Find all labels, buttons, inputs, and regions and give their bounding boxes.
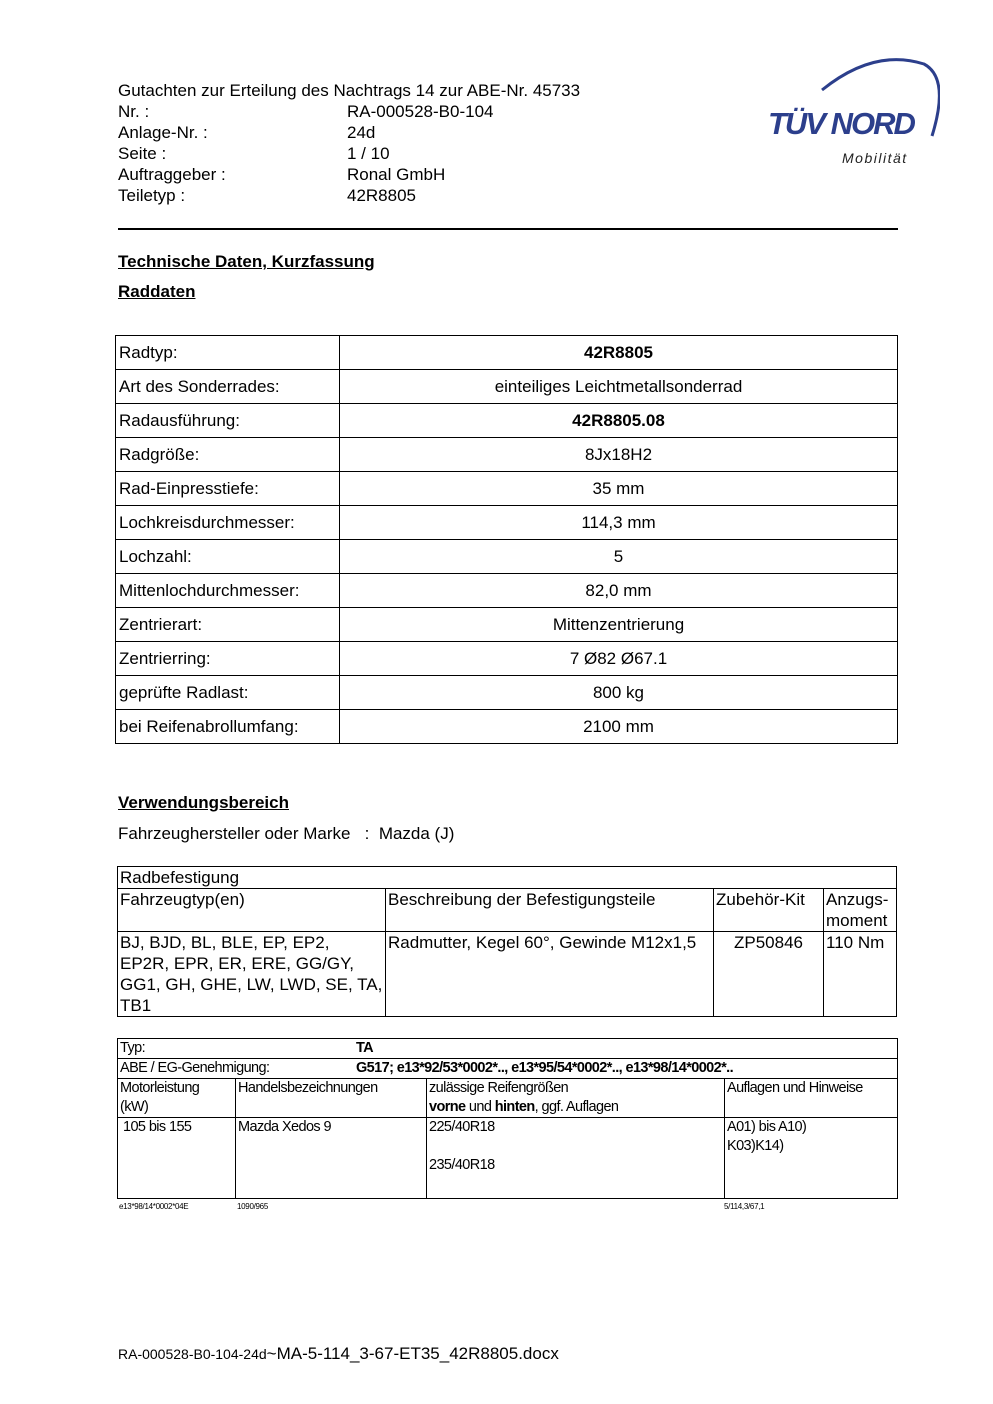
raddaten-label: Rad-Einpresstiefe: xyxy=(116,472,340,506)
abe-value: G517; e13*92/53*0002*.., e13*95/54*0002*.., e13*98/14*0002*.. xyxy=(356,1060,734,1076)
header-reifen-hinten: hinten xyxy=(494,1099,535,1115)
cell-reifen-1: 225/40R18 xyxy=(429,1119,495,1135)
table-row xyxy=(116,642,898,676)
document-header xyxy=(118,80,580,206)
header-label: Auftraggeber : xyxy=(118,165,226,184)
cell-anzugsmoment: 110 Nm xyxy=(824,932,897,1017)
header-reifen-line1: zulässige Reifengrößen xyxy=(429,1080,569,1096)
header-motor-line1: Motorleistung xyxy=(120,1080,200,1096)
section-tech-title: Technische Daten, Kurzfassung xyxy=(118,252,375,271)
header-row-anlage xyxy=(118,122,580,143)
raddaten-value: Mittenzentrierung xyxy=(340,608,898,642)
footer-part1: RA-000528-B0-104-24d xyxy=(118,1346,267,1362)
header-label: Seite : xyxy=(118,144,167,163)
verwendung-sep: : xyxy=(364,824,370,843)
header-motorleistung xyxy=(118,1079,236,1118)
table-row xyxy=(116,540,898,574)
cell-motorleistung: 105 bis 155 xyxy=(118,1118,236,1199)
table-row xyxy=(118,889,897,932)
table-row xyxy=(116,710,898,744)
cell-auflagen xyxy=(725,1118,898,1199)
table-row xyxy=(118,1079,898,1118)
table-row xyxy=(118,1039,898,1059)
table-row xyxy=(116,438,898,472)
header-beschreibung: Beschreibung der Befestigungsteile xyxy=(386,889,714,932)
raddaten-label: Radtyp: xyxy=(116,336,340,370)
small-bolt-code: 5/114,3/67,1 xyxy=(724,1202,765,1211)
cell-beschreibung: Radmutter, Kegel 60°, Gewinde M12x1,5 xyxy=(386,932,714,1017)
header-value: 42R8805 xyxy=(347,186,417,205)
raddaten-value: 82,0 mm xyxy=(340,574,898,608)
raddaten-value: 42R8805.08 xyxy=(340,404,898,438)
raddaten-value: einteiliges Leichtmetallsonderrad xyxy=(340,370,898,404)
header-reifen-und: und xyxy=(465,1099,495,1115)
header-divider xyxy=(118,228,898,230)
raddaten-label: Mittenlochdurchmesser: xyxy=(116,574,340,608)
abe-label: ABE / EG-Genehmigung: xyxy=(120,1060,270,1076)
raddaten-label: Radausführung: xyxy=(116,404,340,438)
cell-auflagen-1: A01) bis A10) xyxy=(727,1119,807,1135)
table-row xyxy=(116,472,898,506)
header-label: Teiletyp : xyxy=(118,186,186,205)
table-row xyxy=(118,932,897,1017)
logo-brand: TÜV NORD xyxy=(768,106,914,141)
table-row xyxy=(116,404,898,438)
header-reifen-rest: , ggf. Auflagen xyxy=(534,1099,619,1115)
abe-row xyxy=(118,1059,898,1079)
header-reifengroessen xyxy=(427,1079,725,1118)
raddaten-value: 800 kg xyxy=(340,676,898,710)
table-row xyxy=(116,506,898,540)
small-weight-code: 1090/965 xyxy=(237,1202,268,1211)
typ-table xyxy=(117,1038,898,1199)
header-reifen-vorne: vorne xyxy=(429,1099,466,1115)
raddaten-value: 8Jx18H2 xyxy=(340,438,898,472)
header-auflagen: Auflagen und Hinweise xyxy=(725,1079,898,1118)
table-row xyxy=(118,1059,898,1079)
header-anzugsmoment-line2: moment xyxy=(826,911,888,930)
table-row xyxy=(118,1118,898,1199)
header-motor-line2: (kW) xyxy=(120,1099,149,1115)
table-row xyxy=(116,608,898,642)
footer-part2: ~MA-5-114_3-67-ET35_42R8805.docx xyxy=(266,1344,559,1363)
raddaten-value: 42R8805 xyxy=(340,336,898,370)
verwendung-value: Mazda (J) xyxy=(378,824,455,843)
header-title: Gutachten zur Erteilung des Nachtrags 14 zur ABE-Nr. 45733 xyxy=(118,81,581,100)
header-fahrzeugtyp: Fahrzeugtyp(en) xyxy=(118,889,386,932)
cell-reifengroessen xyxy=(427,1118,725,1199)
header-row-auftraggeber xyxy=(118,164,580,185)
typ-value: TA xyxy=(356,1040,374,1056)
raddaten-label: Lochzahl: xyxy=(116,540,340,574)
table-row xyxy=(118,867,897,889)
header-handelsbezeichnungen: Handelsbezeichnungen xyxy=(236,1079,427,1118)
befestigung-title: Radbefestigung xyxy=(118,867,897,889)
cell-handelsbezeichnung: Mazda Xedos 9 xyxy=(236,1118,427,1199)
header-row-nr xyxy=(118,101,580,122)
raddaten-value: 5 xyxy=(340,540,898,574)
header-anzugsmoment xyxy=(824,889,897,932)
raddaten-value: 7 Ø82 Ø67.1 xyxy=(340,642,898,676)
table-row xyxy=(116,336,898,370)
typ-row xyxy=(118,1039,898,1059)
header-value: 1 / 10 xyxy=(347,144,390,163)
befestigung-table xyxy=(117,866,897,1017)
raddaten-value: 114,3 mm xyxy=(340,506,898,540)
header-value: RA-000528-B0-104 xyxy=(347,102,494,121)
raddaten-label: geprüfte Radlast: xyxy=(116,676,340,710)
cell-zubehoer-kit: ZP50846 xyxy=(714,932,824,1017)
raddaten-label: Art des Sonderrades: xyxy=(116,370,340,404)
header-row-teiletyp xyxy=(118,185,580,206)
verwendung-line xyxy=(118,824,454,844)
cell-auflagen-2: K03)K14) xyxy=(727,1138,784,1154)
table-row xyxy=(116,574,898,608)
header-label: Nr. : xyxy=(118,102,150,121)
verwendung-label: Fahrzeughersteller oder Marke xyxy=(118,824,351,843)
raddaten-table xyxy=(115,335,898,744)
raddaten-label: bei Reifenabrollumfang: xyxy=(116,710,340,744)
header-reifen-line2 xyxy=(429,1098,722,1117)
raddaten-label: Zentrierart: xyxy=(116,608,340,642)
typ-label: Typ: xyxy=(120,1040,145,1056)
raddaten-label: Radgröße: xyxy=(116,438,340,472)
raddaten-value: 35 mm xyxy=(340,472,898,506)
header-zubehoer-kit: Zubehör-Kit xyxy=(714,889,824,932)
header-label: Anlage-Nr. : xyxy=(118,123,208,142)
header-value: Ronal GmbH xyxy=(347,165,446,184)
table-row xyxy=(116,370,898,404)
footer-filename xyxy=(118,1344,559,1364)
section-raddaten-title: Raddaten xyxy=(118,282,196,301)
logo-subtitle: Mobilität xyxy=(842,150,908,166)
raddaten-label: Zentrierring: xyxy=(116,642,340,676)
small-approval-code: e13*98/14*0002*04E xyxy=(119,1202,189,1211)
raddaten-value: 2100 mm xyxy=(340,710,898,744)
table-row xyxy=(116,676,898,710)
raddaten-label: Lochkreisdurchmesser: xyxy=(116,506,340,540)
header-anzugsmoment-line1: Anzugs- xyxy=(826,890,889,909)
header-row-seite xyxy=(118,143,580,164)
section-verwendung-title: Verwendungsbereich xyxy=(118,793,289,812)
cell-fahrzeugtyp: BJ, BJD, BL, BLE, EP, EP2, EP2R, EPR, ER, ERE, GG/GY, GG1, GH, GHE, LW, LWD, SE, TA, TB1 xyxy=(118,932,386,1017)
cell-reifen-2: 235/40R18 xyxy=(429,1157,495,1173)
header-value: 24d xyxy=(347,123,376,142)
tuv-nord-logo xyxy=(764,58,940,170)
